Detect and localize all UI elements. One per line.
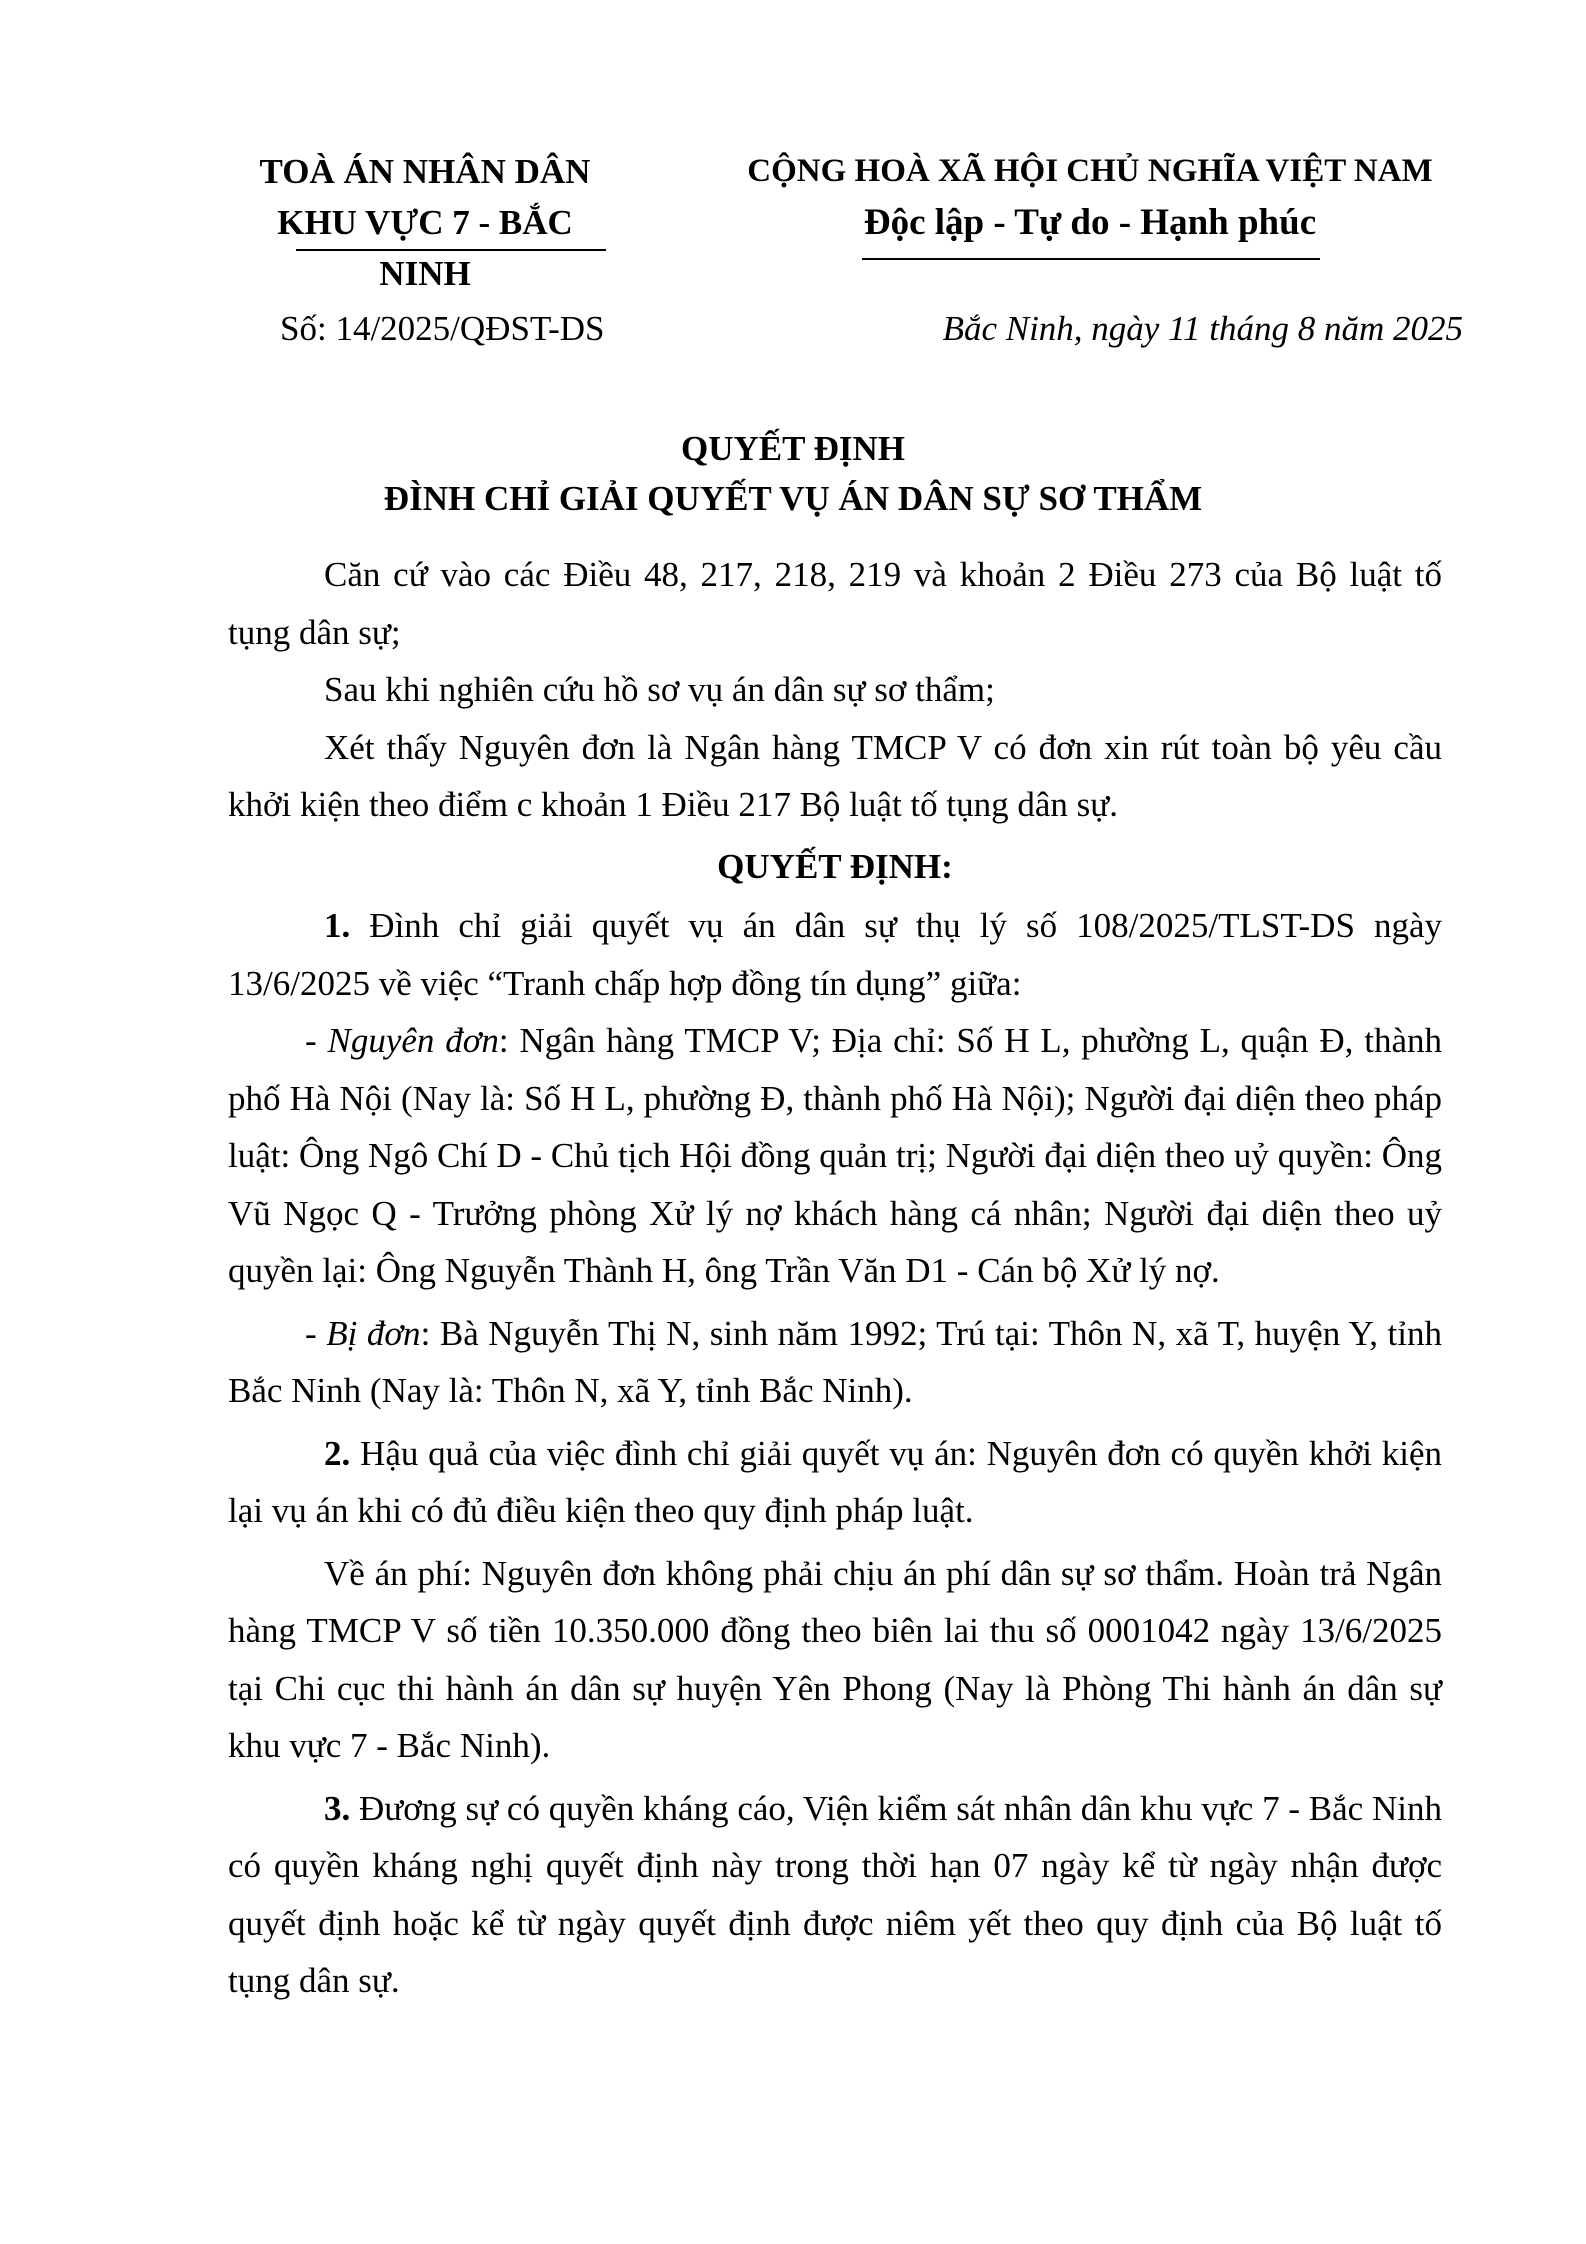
national-header bbox=[720, 146, 1460, 248]
item-1-text: Đình chỉ giải quyết vụ án dân sự thụ lý số 108/2025/TLST-DS ngày 13/6/2025 về việc “Tranh chấp hợp đồng tín dụng” giữa: bbox=[228, 906, 1442, 1003]
review-paragraph: Sau khi nghiên cứu hồ sơ vụ án dân sự sơ thẩm; bbox=[324, 670, 995, 709]
court-header bbox=[230, 146, 620, 299]
document-title bbox=[0, 424, 1586, 524]
consideration-paragraph: Xét thấy Nguyên đơn là Ngân hàng TMCP V có đơn xin rút toàn bộ yêu cầu khởi kiện theo điểm c khoản 1 Điều 217 Bộ luật tố tụng dân sự. bbox=[228, 727, 1442, 824]
item-2-number: 2. bbox=[324, 1433, 351, 1473]
national-header-underline bbox=[862, 258, 1320, 260]
court-name: TOÀ ÁN NHÂN DÂN bbox=[259, 152, 591, 191]
decision-item-3 bbox=[228, 1780, 1442, 2010]
court-header-underline bbox=[296, 249, 606, 251]
item-1-number: 1. bbox=[324, 906, 351, 945]
plaintiff-details: : Ngân hàng TMCP V; Địa chỉ: Số H L, phường L, quận Đ, thành phố Hà Nội (Nay là: Số H L, phường Đ, thành phố Hà Nội); Người đại diện theo pháp luật: Ông Ngô Chí D - Chủ tịch Hội đồng quản trị; Người đại diện theo uỷ quyền: Ông Vũ Ngọc Q - Trưởng phòng Xử lý nợ khách hàng cá nhân; Người đại diện theo uỷ quyền lại: Ông Nguyễn Thành H, ông Trần Văn D1 - Cán bộ Xử lý nợ. bbox=[228, 1021, 1442, 1290]
defendant-dash: - bbox=[305, 1313, 327, 1353]
decision-item-2 bbox=[228, 1425, 1442, 1540]
title-line-2: ĐÌNH CHỈ GIẢI QUYẾT VỤ ÁN DÂN SỰ SƠ THẨM bbox=[383, 479, 1203, 518]
court-fee-paragraph: Về án phí: Nguyên đơn không phải chịu án phí dân sự sơ thẩm. Hoàn trả Ngân hàng TMCP V số tiền 10.350.000 đồng theo biên lai thu số 0001042 ngày 13/6/2025 tại Chi cục thi hành án dân sự huyện Yên Phong (Nay là Phòng Thi hành án dân sự khu vực 7 - Bắc Ninh). bbox=[228, 1553, 1442, 1765]
place-date: Bắc Ninh, ngày 11 tháng 8 năm 2025 bbox=[942, 309, 1463, 348]
plaintiff-label: Nguyên đơn bbox=[327, 1021, 499, 1060]
title-line-1: QUYẾT ĐỊNH bbox=[681, 429, 905, 468]
national-title: CỘNG HOÀ XÃ HỘI CHỦ NGHĨA VIỆT NAM bbox=[747, 153, 1433, 189]
document-body bbox=[228, 546, 1442, 2010]
item-3-text: Đương sự có quyền kháng cáo, Viện kiểm sát nhân dân khu vực 7 - Bắc Ninh có quyền kháng nghị quyết định này trong thời hạn 07 ngày kể từ ngày nhận được quyết định hoặc kể từ ngày quyết định được niêm yết theo quy định của Bộ luật tố tụng dân sự. bbox=[228, 1788, 1442, 2000]
legal-basis-paragraph: Căn cứ vào các Điều 48, 217, 218, 219 và khoản 2 Điều 273 của Bộ luật tố tụng dân sự; bbox=[228, 555, 1442, 652]
item-2-text: Hậu quả của việc đình chỉ giải quyết vụ án: Nguyên đơn có quyền khởi kiện lại vụ án khi có đủ điều kiện theo quy định pháp luật. bbox=[228, 1433, 1442, 1530]
defendant-paragraph bbox=[228, 1305, 1442, 1420]
document-number: Số: 14/2025/QĐST-DS bbox=[280, 309, 605, 348]
plaintiff-paragraph bbox=[228, 1012, 1442, 1300]
defendant-details: : Bà Nguyễn Thị N, sinh năm 1992; Trú tại: Thôn N, xã T, huyện Y, tỉnh Bắc Ninh (Nay là: Thôn N, xã Y, tỉnh Bắc Ninh). bbox=[228, 1313, 1442, 1410]
item-3-number: 3. bbox=[324, 1788, 351, 1828]
defendant-label: Bị đơn bbox=[326, 1313, 421, 1353]
plaintiff-dash: - bbox=[305, 1021, 328, 1060]
decision-heading: QUYẾT ĐỊNH: bbox=[717, 846, 953, 886]
national-motto: Độc lập - Tự do - Hạnh phúc bbox=[863, 202, 1317, 243]
decision-item-1 bbox=[228, 897, 1442, 1012]
court-region: KHU VỰC 7 - BẮC NINH bbox=[277, 203, 573, 293]
